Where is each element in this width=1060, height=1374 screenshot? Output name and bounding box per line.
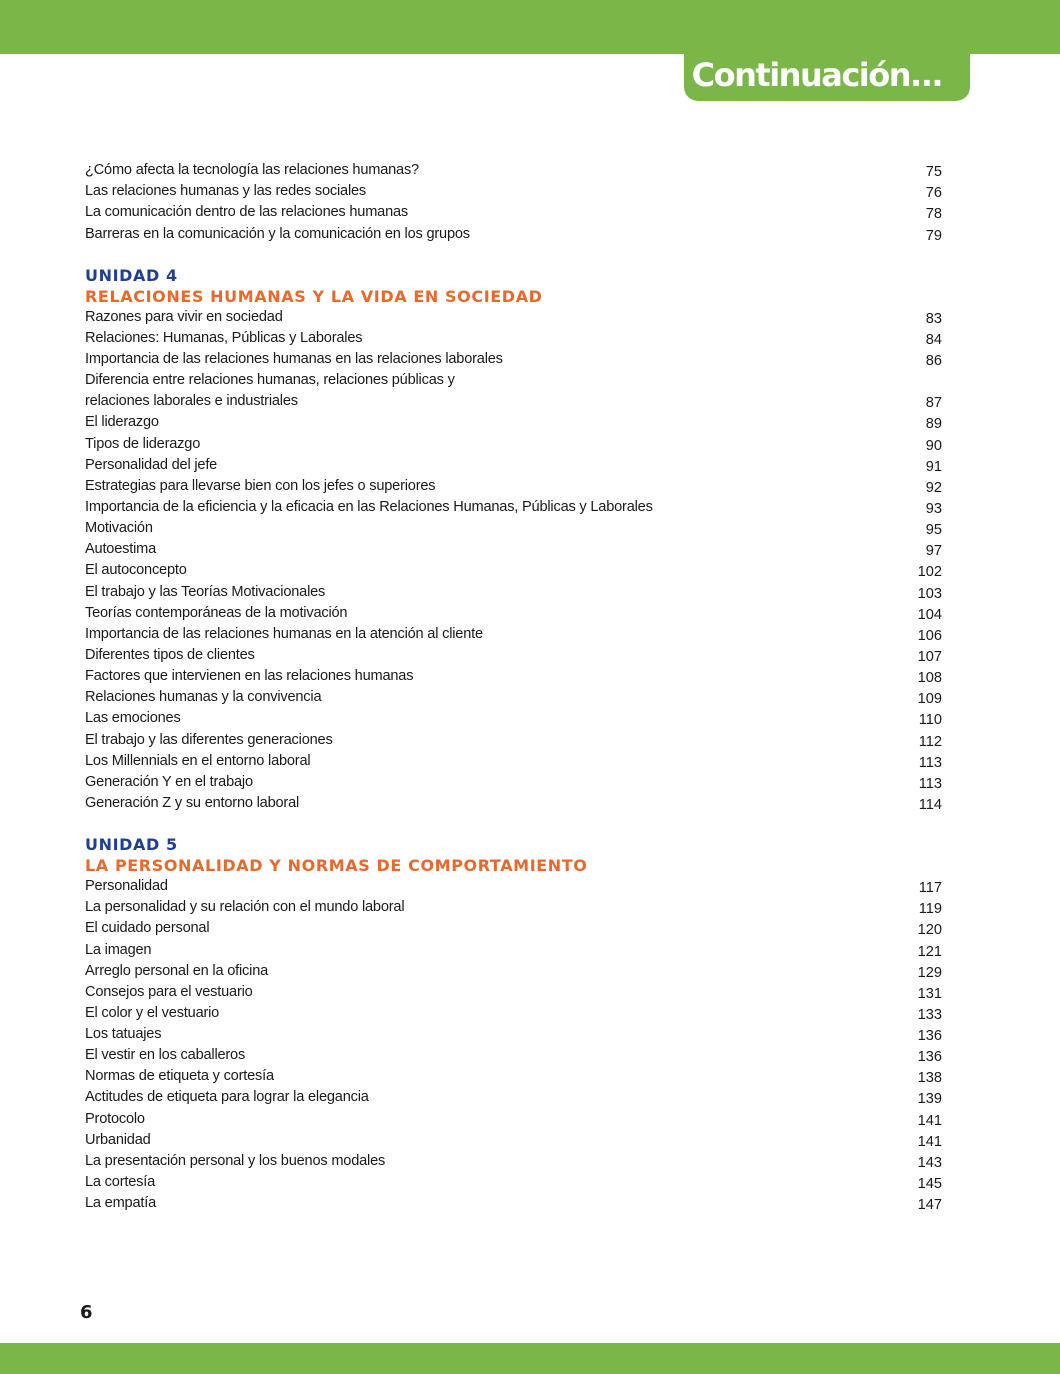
toc-entry[interactable] bbox=[85, 391, 942, 412]
toc-entry[interactable] bbox=[85, 349, 942, 370]
toc-entry-title: Generación Z y su entorno laboral bbox=[85, 794, 300, 811]
toc-entry[interactable] bbox=[85, 645, 942, 666]
toc-entry-page: 117 bbox=[918, 880, 942, 897]
toc-entry-title: El cuidado personal bbox=[85, 920, 210, 937]
toc-entry-page: 104 bbox=[917, 606, 942, 623]
toc-entry-page: 119 bbox=[918, 901, 942, 918]
unit-section bbox=[85, 265, 942, 814]
toc-entry[interactable] bbox=[85, 370, 942, 391]
toc-entry-page: 143 bbox=[917, 1154, 942, 1171]
toc-entry[interactable] bbox=[85, 1193, 942, 1214]
toc-entry-title: Importancia de las relaciones humanas en las relaciones laborales bbox=[85, 350, 503, 367]
toc-entry-title: Relaciones: Humanas, Públicas y Laborales bbox=[85, 329, 363, 346]
toc-entry-title: La cortesía bbox=[85, 1174, 155, 1191]
toc-entry[interactable] bbox=[85, 772, 942, 793]
toc-entry-title: Las relaciones humanas y las redes sociales bbox=[85, 183, 366, 200]
toc-entry-title: La imagen bbox=[85, 941, 152, 958]
toc-entry-title: Teorías contemporáneas de la motivación bbox=[85, 604, 348, 621]
toc-entry-page: 95 bbox=[925, 522, 942, 539]
toc-entry-page: 141 bbox=[917, 1133, 942, 1150]
toc-entry-page: 129 bbox=[917, 964, 942, 981]
toc-entry-title: Tipos de liderazgo bbox=[85, 435, 201, 452]
toc-entry[interactable] bbox=[85, 497, 942, 518]
toc-entry-title: La empatía bbox=[85, 1195, 157, 1212]
toc-entry-title: El autoconcepto bbox=[85, 562, 187, 579]
bottom-green-bar bbox=[0, 1343, 1060, 1374]
table-of-contents bbox=[85, 160, 942, 1214]
toc-entry-page: 113 bbox=[918, 754, 942, 771]
toc-entry-page: 141 bbox=[917, 1112, 942, 1129]
unit-section bbox=[85, 834, 942, 1214]
toc-entry[interactable] bbox=[85, 455, 942, 476]
toc-entry-page: 112 bbox=[918, 733, 942, 750]
toc-entry-title: Urbanidad bbox=[85, 1131, 151, 1148]
top-green-bar bbox=[0, 0, 1060, 54]
toc-entry[interactable] bbox=[85, 433, 942, 454]
toc-entry-title: La presentación personal y los buenos modales bbox=[85, 1152, 386, 1169]
toc-entry-page: 131 bbox=[917, 985, 942, 1002]
toc-entry[interactable] bbox=[85, 1130, 942, 1151]
toc-entry[interactable] bbox=[85, 729, 942, 750]
toc-entry-page: 78 bbox=[925, 206, 942, 223]
unit-number-heading: UNIDAD 4 bbox=[85, 265, 178, 285]
toc-entry-title: Los Millennials en el entorno laboral bbox=[85, 752, 311, 769]
toc-entry[interactable] bbox=[85, 1087, 942, 1108]
toc-entry-page: 75 bbox=[925, 164, 942, 181]
toc-entry[interactable] bbox=[85, 687, 942, 708]
toc-entry[interactable] bbox=[85, 1024, 942, 1045]
toc-entry[interactable] bbox=[85, 708, 942, 729]
toc-entry-title: Importancia de las relaciones humanas en la atención al cliente bbox=[85, 625, 483, 642]
toc-entry-title: Arreglo personal en la oficina bbox=[85, 962, 269, 979]
toc-entry[interactable] bbox=[85, 982, 942, 1003]
toc-entry-page: 147 bbox=[917, 1197, 942, 1214]
toc-entry-page: 87 bbox=[925, 395, 942, 412]
toc-entry[interactable] bbox=[85, 1172, 942, 1193]
toc-entry-title: Estrategias para llevarse bien con los jefes o superiores bbox=[85, 477, 436, 494]
toc-entry[interactable] bbox=[85, 1003, 942, 1024]
toc-entry-page: 136 bbox=[917, 1049, 942, 1066]
toc-entry-title: Razones para vivir en sociedad bbox=[85, 308, 283, 325]
toc-entry-title: Autoestima bbox=[85, 541, 157, 558]
toc-entry-title: Diferentes tipos de clientes bbox=[85, 646, 255, 663]
unit-title-heading: RELACIONES HUMANAS Y LA VIDA EN SOCIEDAD bbox=[85, 286, 543, 306]
toc-entry-page: 113 bbox=[918, 775, 942, 792]
toc-entry[interactable] bbox=[85, 876, 942, 897]
toc-entry-title: Factores que intervienen en las relaciones humanas bbox=[85, 668, 414, 685]
toc-entry-title: Protocolo bbox=[85, 1110, 145, 1127]
toc-entry[interactable] bbox=[85, 918, 942, 939]
toc-entry-page: 138 bbox=[917, 1070, 942, 1087]
toc-entry-page: 79 bbox=[925, 227, 942, 244]
continuation-label: Continuación... bbox=[691, 55, 942, 94]
page-number: 6 bbox=[80, 1302, 93, 1323]
toc-entry-page: 136 bbox=[917, 1028, 942, 1045]
toc-entry-page: 103 bbox=[917, 585, 942, 602]
toc-entry-page: 93 bbox=[925, 500, 942, 517]
toc-entry[interactable] bbox=[85, 603, 942, 624]
toc-entry[interactable] bbox=[85, 666, 942, 687]
toc-entry-title: El liderazgo bbox=[85, 414, 159, 431]
toc-entry[interactable] bbox=[85, 181, 942, 202]
toc-entry-page: 114 bbox=[918, 796, 942, 813]
toc-entry-page: 120 bbox=[917, 922, 942, 939]
toc-entry-title: ¿Cómo afecta la tecnología las relaciones humanas? bbox=[85, 162, 419, 179]
toc-entry-page: 84 bbox=[925, 331, 942, 348]
toc-entry[interactable] bbox=[85, 1066, 942, 1087]
toc-entry[interactable] bbox=[85, 307, 942, 328]
toc-entry-page: 90 bbox=[925, 437, 942, 454]
toc-entry-page: 86 bbox=[925, 352, 942, 369]
toc-entry[interactable] bbox=[85, 581, 942, 602]
toc-entry-page: 108 bbox=[917, 670, 942, 687]
toc-entry-title: La comunicación dentro de las relaciones humanas bbox=[85, 204, 409, 221]
toc-entry[interactable] bbox=[85, 897, 942, 918]
toc-entry-title: El trabajo y las Teorías Motivacionales bbox=[85, 583, 326, 600]
toc-entry[interactable] bbox=[85, 476, 942, 497]
toc-entry-page: 109 bbox=[917, 691, 942, 708]
toc-entry-title: La personalidad y su relación con el mundo laboral bbox=[85, 899, 405, 916]
toc-entry-page: 110 bbox=[918, 712, 942, 729]
toc-entry[interactable] bbox=[85, 223, 942, 244]
toc-entry-page: 106 bbox=[917, 627, 942, 644]
toc-entry-title: Los tatuajes bbox=[85, 1026, 162, 1043]
toc-entry-page: 91 bbox=[925, 458, 942, 475]
toc-entry[interactable] bbox=[85, 1045, 942, 1066]
toc-entry-title: Motivación bbox=[85, 520, 153, 537]
toc-entry-title: Relaciones humanas y la convivencia bbox=[85, 689, 322, 706]
toc-entry-page: 145 bbox=[917, 1176, 942, 1193]
toc-entry-title: El vestir en los caballeros bbox=[85, 1047, 246, 1064]
toc-entry[interactable] bbox=[85, 560, 942, 581]
toc-entry-title: Personalidad del jefe bbox=[85, 456, 218, 473]
toc-entry-page: 97 bbox=[925, 543, 942, 560]
toc-entry-title: relaciones laborales e industriales bbox=[85, 393, 298, 410]
toc-entry-page: 107 bbox=[917, 648, 942, 665]
toc-entry-title: Actitudes de etiqueta para lograr la elegancia bbox=[85, 1089, 369, 1106]
toc-entry-page: 83 bbox=[925, 310, 942, 327]
toc-entry-page: 92 bbox=[925, 479, 942, 496]
toc-entry[interactable] bbox=[85, 412, 942, 433]
toc-entry-title: Generación Y en el trabajo bbox=[85, 773, 253, 790]
toc-entry[interactable] bbox=[85, 160, 942, 181]
toc-entry-title: Normas de etiqueta y cortesía bbox=[85, 1068, 274, 1085]
toc-entry-title: Diferencia entre relaciones humanas, relaciones públicas y bbox=[85, 372, 455, 389]
toc-entry[interactable] bbox=[85, 539, 942, 560]
toc-entry[interactable] bbox=[85, 939, 942, 960]
toc-entry[interactable] bbox=[85, 961, 942, 982]
toc-entry-title: Barreras en la comunicación y la comunicación en los grupos bbox=[85, 225, 470, 242]
unit-number-heading: UNIDAD 5 bbox=[85, 834, 178, 854]
toc-entry-page: 121 bbox=[917, 943, 942, 960]
toc-entry-page: 89 bbox=[925, 416, 942, 433]
toc-entry-title: Consejos para el vestuario bbox=[85, 983, 253, 1000]
toc-entry-title: Importancia de la eficiencia y la eficacia en las Relaciones Humanas, Públicas y Laborales bbox=[85, 498, 653, 515]
toc-entry-title: El trabajo y las diferentes generaciones bbox=[85, 731, 333, 748]
continuation-tab bbox=[684, 48, 970, 101]
toc-entry[interactable] bbox=[85, 624, 942, 645]
unit-title-heading: LA PERSONALIDAD Y NORMAS DE COMPORTAMIENTO bbox=[85, 855, 588, 875]
toc-entry[interactable] bbox=[85, 1151, 942, 1172]
toc-entry[interactable] bbox=[85, 518, 942, 539]
toc-entry[interactable] bbox=[85, 1108, 942, 1129]
toc-entry-page: 133 bbox=[917, 1006, 942, 1023]
toc-entry-title: Personalidad bbox=[85, 878, 168, 895]
toc-entry[interactable] bbox=[85, 793, 942, 814]
toc-entry-page: 139 bbox=[917, 1091, 942, 1108]
toc-entry-page: 76 bbox=[925, 185, 942, 202]
toc-entry[interactable] bbox=[85, 328, 942, 349]
toc-entry[interactable] bbox=[85, 751, 942, 772]
toc-entry[interactable] bbox=[85, 202, 942, 223]
toc-entry-title: Las emociones bbox=[85, 710, 181, 727]
toc-entry-title: El color y el vestuario bbox=[85, 1004, 220, 1021]
toc-entry-page: 102 bbox=[917, 564, 942, 581]
